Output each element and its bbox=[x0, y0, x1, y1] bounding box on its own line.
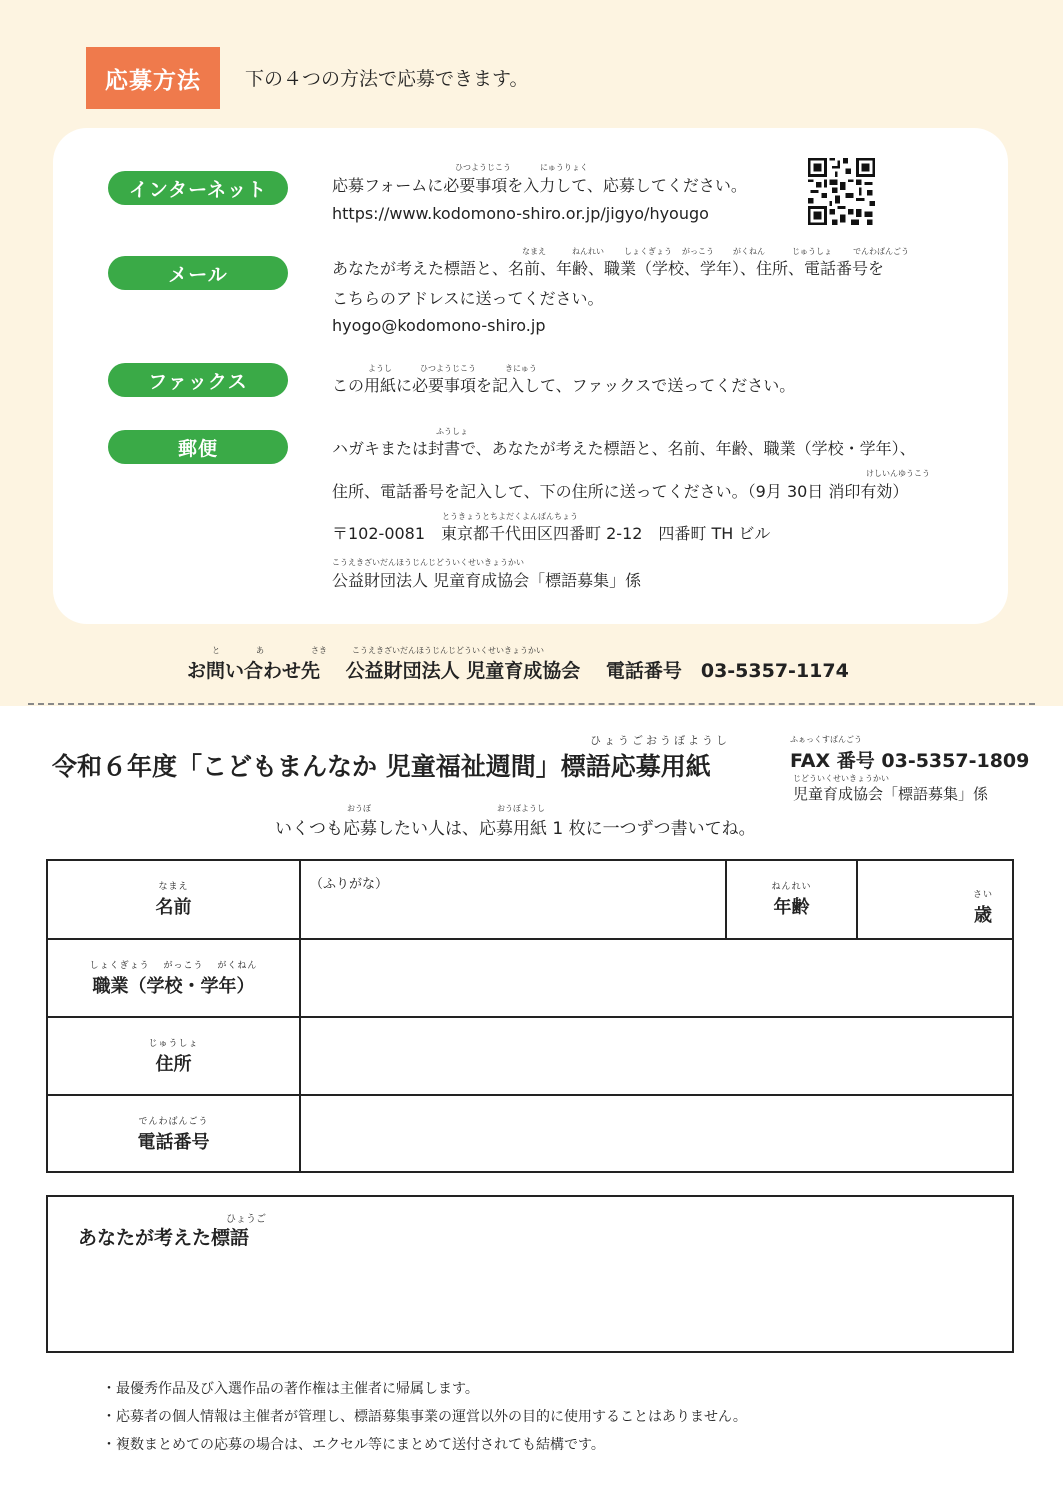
note-item: ・最優秀作品及び入選作品の著作権は主催者に帰属します。 bbox=[102, 1381, 479, 1397]
phone-input-area[interactable] bbox=[301, 1096, 1012, 1171]
ruby-a: あ bbox=[256, 646, 264, 655]
mail-address[interactable]: hyogo@kodomono-shiro.jp bbox=[332, 316, 546, 335]
name-ruby: なまえ bbox=[158, 882, 189, 892]
phone-ruby: でんわばんごう bbox=[138, 1117, 209, 1127]
ruby-namae: なまえ bbox=[522, 247, 546, 256]
ruby-org: こうえきざいだんほうじんじどういくせいきょうかい bbox=[352, 646, 544, 655]
age-ruby: ねんれい bbox=[771, 882, 812, 892]
internet-text: 応募フォームに必要事項を入力して、応募してください。 bbox=[332, 176, 747, 195]
ruby-hitsuyoukou: ひつようじこう bbox=[455, 163, 511, 172]
internet-pill: インターネット bbox=[108, 171, 288, 205]
ruby-address: とうきょうとちよだくよんばんちょう bbox=[442, 512, 578, 521]
contact-info: お問い合わせ先 公益財団法人 児童育成協会 電話番号 03-5357-1174 bbox=[187, 660, 849, 682]
section-label: 応募方法 bbox=[86, 47, 220, 109]
slogan-label: あなたが考えた標語 bbox=[78, 1227, 250, 1249]
form-title: 令和６年度「こどもまんなか 児童福祉週間」標語応募用紙 bbox=[52, 752, 711, 781]
fax-pill: ファックス bbox=[108, 363, 288, 397]
note-item: ・複数まとめての応募の場合は、エクセル等にまとめて送付されても結構です。 bbox=[102, 1437, 605, 1453]
note-item: ・応募者の個人情報は主催者が管理し、標語募集事業の運営以外の目的に使用することはありません。 bbox=[102, 1409, 747, 1425]
mail-text-2: こちらのアドレスに送ってください。 bbox=[332, 289, 604, 308]
qr-code-icon[interactable] bbox=[808, 158, 875, 225]
occupation-ruby: しょくぎょう がっこう がくねん bbox=[89, 961, 258, 971]
ruby-denwa: でんわばんごう bbox=[853, 247, 909, 256]
cut-line bbox=[28, 703, 1035, 705]
internet-url[interactable]: https://www.kodomono-shiro.or.jp/jigyo/hyougo bbox=[332, 204, 709, 223]
form-instruction: いくつも応募したい人は、応募用紙 1 枚に一つずつ書いてね。 bbox=[275, 819, 756, 839]
entry-form-table bbox=[46, 859, 1014, 1173]
ruby-nenrei: ねんれい bbox=[572, 247, 604, 256]
fax-number: FAX 番号 03-5357-1809 bbox=[790, 750, 1030, 772]
mail-text-1: あなたが考えた標語と、名前、年齢、職業（学校、学年）、住所、電話番号を bbox=[332, 259, 885, 278]
phone-text: 電話番号 bbox=[137, 1132, 210, 1153]
title-ruby: ひょうごおうぼようし bbox=[590, 734, 730, 747]
ruby-nyuuryoku: にゅうりょく bbox=[540, 163, 588, 172]
slogan-box[interactable] bbox=[46, 1195, 1014, 1353]
mail-pill: メール bbox=[108, 256, 288, 290]
address-input-area[interactable] bbox=[301, 1018, 1012, 1094]
ruby-youshi: ようし bbox=[368, 364, 392, 373]
name-text: 名前 bbox=[155, 897, 192, 918]
age-unit bbox=[958, 887, 1008, 927]
address-label bbox=[48, 1036, 299, 1076]
address-ruby: じゅうしょ bbox=[148, 1039, 199, 1049]
post-recipient: 公益財団法人 児童育成協会「標語募集」係 bbox=[332, 571, 642, 590]
ruby-saki: さき bbox=[311, 646, 327, 655]
post-text-2: 住所、電話番号を記入して、下の住所に送ってください。（9月 30日 消印有効） bbox=[332, 482, 909, 501]
ruby-gakunen: がくねん bbox=[733, 247, 765, 256]
ruby-fuusho: ふうしょ bbox=[436, 427, 468, 436]
fax-text: この用紙に必要事項を記入して、ファックスで送ってください。 bbox=[332, 376, 796, 395]
slogan-ruby: ひょうご bbox=[226, 1214, 266, 1225]
fax-ruby: ふぁっくすばんごう bbox=[790, 735, 862, 744]
age-text: 年齢 bbox=[773, 897, 810, 918]
age-unit-ruby: さい bbox=[972, 890, 993, 900]
age-label bbox=[727, 879, 856, 919]
ruby-gakkou: がっこう bbox=[682, 247, 714, 256]
ruby-recipient: こうえきざいだんほうじんじどういくせいきょうかい bbox=[332, 558, 524, 567]
name-label bbox=[48, 879, 299, 919]
furigana-hint: （ふりがな） bbox=[310, 877, 389, 892]
ruby-hitsuyou: ひつようじこう bbox=[420, 364, 476, 373]
name-input-area[interactable] bbox=[301, 887, 723, 935]
address-text: 住所 bbox=[155, 1054, 192, 1075]
section-description: 下の４つの方法で応募できます。 bbox=[245, 68, 529, 90]
fax-sub-ruby: じどういくせいきょうかい bbox=[793, 774, 889, 783]
fax-recipient: 児童育成協会「標語募集」係 bbox=[793, 785, 989, 803]
post-text-1: ハガキまたは封書で、あなたが考えた標語と、名前、年齢、職業（学校・学年）、 bbox=[332, 439, 916, 458]
how-to-apply-section bbox=[0, 0, 1063, 706]
age-unit-text: 歳 bbox=[974, 905, 992, 926]
ruby-to: と bbox=[212, 646, 220, 655]
post-address: 〒102-0081 東京都千代田区四番町 2-12 四番町 TH ビル bbox=[332, 524, 771, 543]
occupation-input-area[interactable] bbox=[301, 940, 1012, 1016]
notes bbox=[102, 1375, 747, 1459]
post-pill: 郵便 bbox=[108, 430, 288, 464]
ruby-juusho: じゅうしょ bbox=[792, 247, 832, 256]
ruby-shokugyou: しょくぎょう bbox=[624, 247, 672, 256]
phone-label bbox=[48, 1114, 299, 1154]
ruby-keshiin: けしいんゆうこう bbox=[866, 469, 930, 478]
instr-ruby-2: おうぼようし bbox=[497, 804, 545, 813]
ruby-kinyuu: きにゅう bbox=[505, 364, 537, 373]
occupation-text: 職業（学校・学年） bbox=[92, 976, 255, 997]
instr-ruby-1: おうぼ bbox=[347, 804, 371, 813]
occupation-label bbox=[48, 958, 299, 998]
